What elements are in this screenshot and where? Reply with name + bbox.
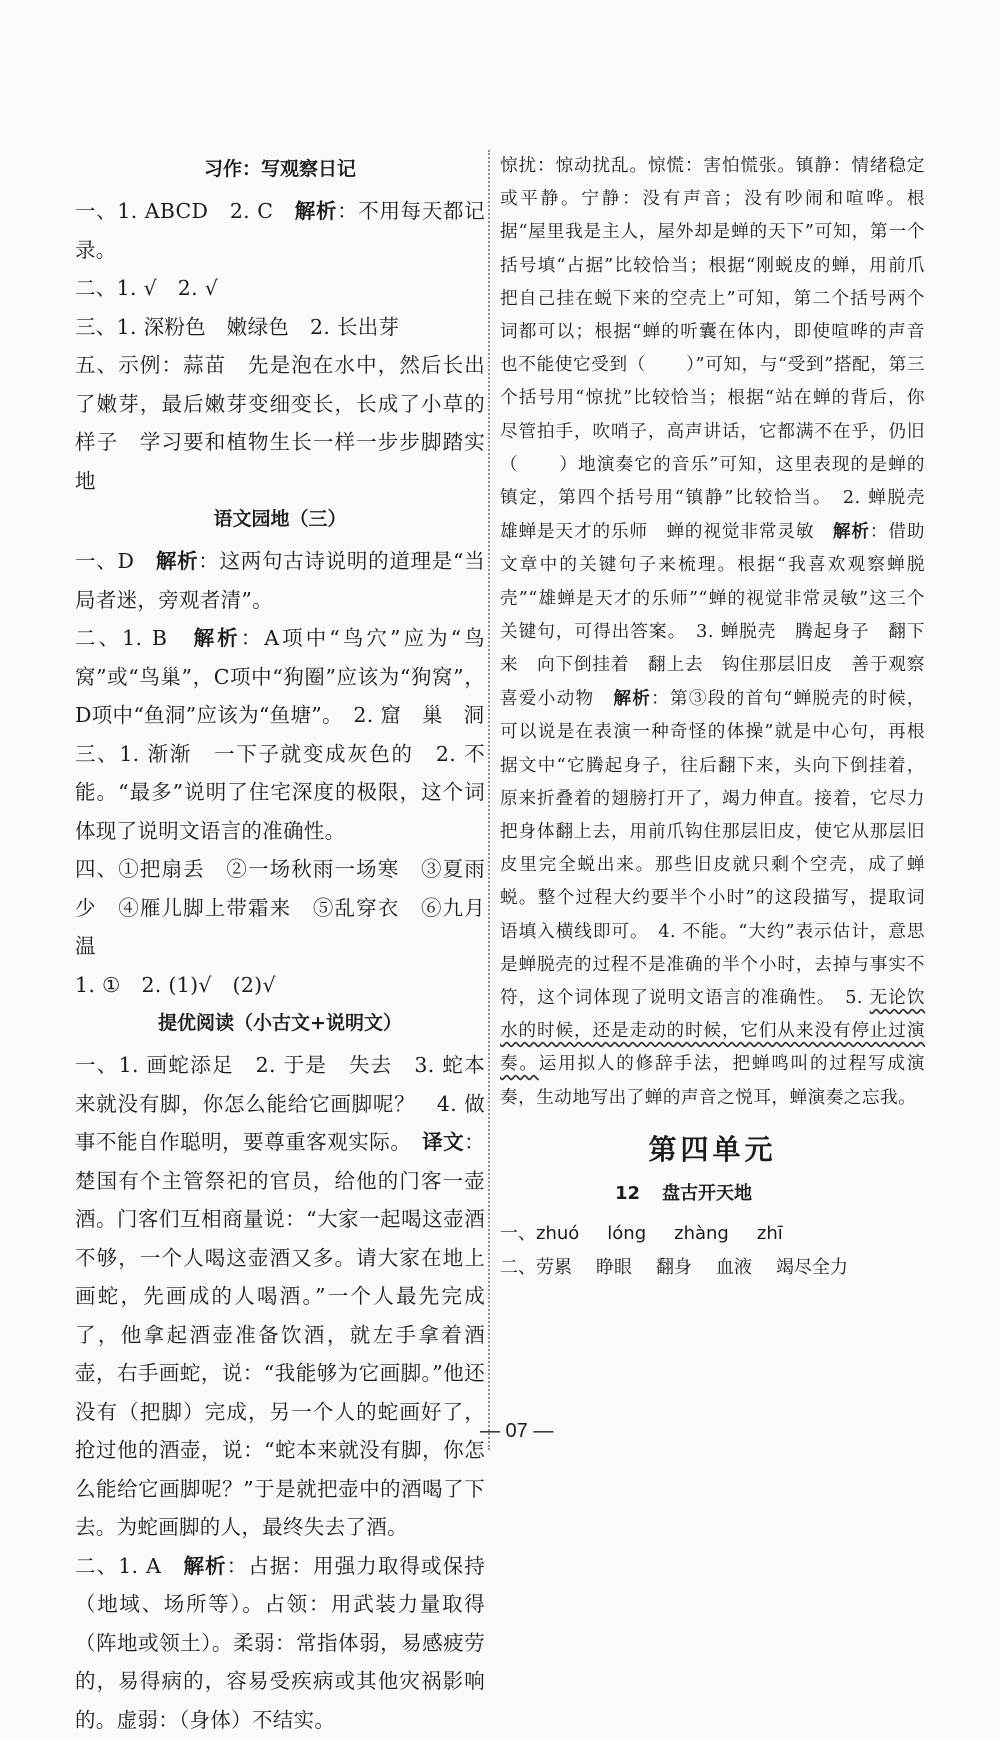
wavy-underlined-sentence: 无论饮水的时候，还是走动的时候，它们从来没有停止过演奏。	[500, 988, 925, 1074]
answer-1: 一、1. ABCD 2. C 解析：不用每天都记录。	[75, 192, 485, 269]
unit-title: 第四单元	[500, 1127, 925, 1173]
section-title-tiyou-yuedu: 提优阅读（小古文+说明文）	[75, 1008, 485, 1038]
reading-answer-1: 一、1. 画蛇添足 2. 于是 失去 3. 蛇本来就没有脚，你怎么能给它画脚呢？ 4. 做事不能自作聪明，要尊重客观实际。 译文：楚国有个主管祭祀的官员，给他的门客一壶酒。门客们互相商量说：“大家一起喝这壶酒不够，一个人喝这壶酒又多。请大家在地上画蛇，先画成的人喝酒。”一个人最先完成了，他拿起酒壶准备饮酒，就左手拿着酒壶，右手画蛇，说：“我能够为它画脚。”他还没有（把脚）完成，另一个人的蛇画好了，抢过他的酒壶，说：“蛇本来就没有脚，你怎么能给它画脚呢？”于是就把壶中的酒喝了下去。为蛇画脚的人，最终失去了酒。	[75, 1046, 485, 1547]
left-column	[75, 150, 485, 1739]
reading-answer-continued: 惊扰：惊动扰乱。惊慌：害怕慌张。镇静：情绪稳定或平静。宁静：没有声音；没有吵闹和喧哗。根据“屋里我是主人，屋外却是蝉的天下”可知，第一个括号填“占据”比较恰当；根据“刚蜕皮的蝉，用前爪把自己挂在蜕下来的空壳上”可知，第二个括号两个词都可以；根据“蝉的听囊在体内，即使喧哗的声音也不能使它受到（ ）”可知，与“受到”搭配，第三个括号用“惊扰”比较恰当；根据“站在蝉的背后，你尽管拍手，吹哨子，高声讲话，它都满不在乎，仍旧（ ）地演奏它的音乐”可知，这里表现的是蝉的镇定，第四个括号用“镇静”比较恰当。 2. 蝉脱壳 雄蝉是天才的乐师 蝉的视觉非常灵敏 解析：借助文章中的关键句子来梳理。根据“我喜欢观察蝉脱壳”“雄蝉是天才的乐师”“蝉的视觉非常灵敏”这三个关键句，可得出答案。 3. 蝉脱壳 腾起身子 翻下来 向下倒挂着 翻上去 钩住那层旧皮 善于观察 喜爱小动物 解析：第③段的首句“蝉脱壳的时候，可以说是在表演一种奇怪的体操”就是中心句，再根据文中“它腾起身子，往后翻下来，头向下倒挂着，原来折叠着的翅膀打开了，竭力伸直。接着，它尽力把身体翻上去，用前爪钩住那层旧皮，使它从那层旧皮里完全蜕出来。那些旧皮就只剩个空壳，成了蝉蜕。整个过程大约要半个小时”的这段描写，提取词语填入横线即可。 4. 不能。“大约”表示估计，意思是蝉脱壳的过程不是准确的半个小时，去掉与事实不符，这个词体现了说明文语言的准确性。 5. 无论饮水的时候，还是走动的时候，它们从来没有停止过演奏。运用拟人的修辞手法，把蝉鸣叫的过程写成演奏，生动地写出了蝉的声音之悦耳，蝉演奏之忘我。	[500, 150, 925, 1115]
words-answer: 二、劳累 睁眼 翻身 血液 竭尽全力	[500, 1251, 925, 1285]
page-number: — 07 —	[480, 1420, 553, 1443]
answer-3: 三、1. 深粉色 嫩绿色 2. 长出芽	[75, 308, 485, 347]
section-title-yuwen-yuandi: 语文园地（三）	[75, 504, 485, 534]
yuandi-answer-3: 三、1. 渐渐 一下子就变成灰色的 2. 不能。“最多”说明了住宅深度的极限，这个词体现了说明文语言的准确性。	[75, 735, 485, 851]
right-column	[500, 150, 925, 1285]
section-title-writing: 习作：写观察日记	[75, 154, 485, 184]
pinyin-answer: 一、zhuó lóng zhàng zhī	[500, 1217, 925, 1251]
lesson-title: 12 盘古开天地	[500, 1177, 925, 1211]
reading-answer-2: 二、1. A 解析：占据：用强力取得或保持（地域、场所等）。占领：用武装力量取得（阵地或领土）。柔弱：常指体弱，易感疲劳的，易得病的，容易受疾病或其他灾祸影响的。虚弱：（身体）不结实。	[75, 1547, 485, 1739]
yuandi-answer-4-sub: 1. ① 2. (1)√ (2)√	[75, 966, 485, 1005]
yuandi-answer-2: 二、1. B 解析：A项中“鸟穴”应为“鸟窝”或“鸟巢”，C项中“狗圈”应该为“狗窝”，D项中“鱼洞”应该为“鱼塘”。 2. 窟 巢 洞	[75, 619, 485, 735]
answer-5: 五、示例：蒜苗 先是泡在水中，然后长出了嫩芽，最后嫩芽变细变长，长成了小草的样子 学习要和植物生长一样一步步脚踏实地	[75, 346, 485, 500]
yuandi-answer-4: 四、①把扇丢 ②一场秋雨一场寒 ③夏雨少 ④雁儿脚上带霜来 ⑤乱穿衣 ⑥九月温	[75, 850, 485, 966]
yuandi-answer-1: 一、D 解析：这两句古诗说明的道理是“当局者迷，旁观者清”。	[75, 542, 485, 619]
column-divider	[488, 150, 490, 1450]
answer-2: 二、1. √ 2. √	[75, 269, 485, 308]
